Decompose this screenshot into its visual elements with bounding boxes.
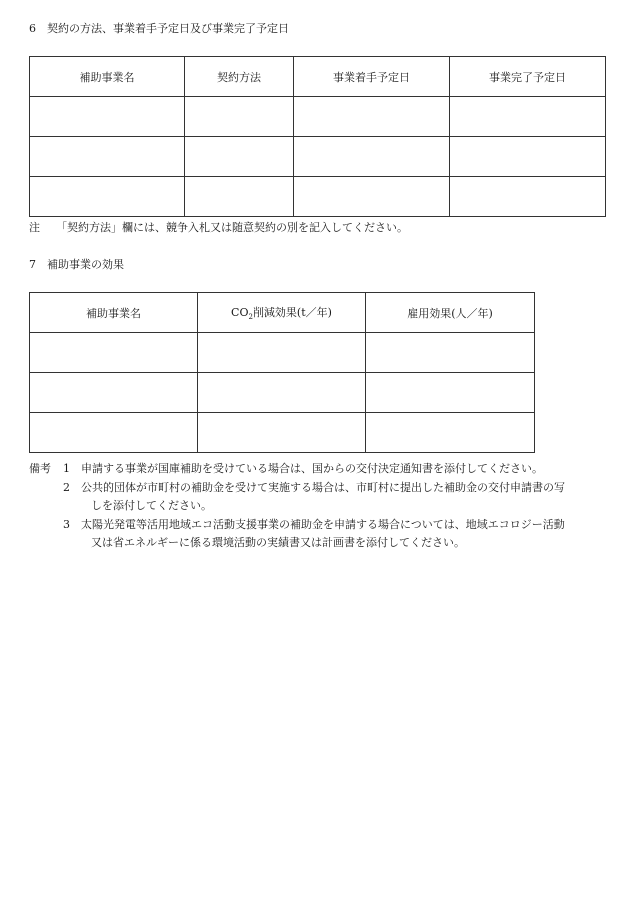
cell-completion-date[interactable] (450, 97, 606, 137)
cell-employment-effect[interactable] (366, 333, 535, 373)
remark-text: 公共的団体が市町村の補助金を受けて実施する場合は、市町村に提出した補助金の交付申請書の写 (81, 480, 565, 494)
cell-co2-reduction[interactable] (198, 333, 366, 373)
section-6-title: 契約の方法、事業着手予定日及び事業完了予定日 (47, 22, 289, 35)
header-completion-date: 事業完了予定日 (450, 57, 606, 97)
table-row (30, 413, 535, 453)
cell-co2-reduction[interactable] (198, 413, 366, 453)
cell-start-date[interactable] (294, 97, 450, 137)
cell-contract-method[interactable] (185, 97, 294, 137)
cell-employment-effect[interactable] (366, 413, 535, 453)
cell-completion-date[interactable] (450, 137, 606, 177)
cell-project-name[interactable] (30, 97, 185, 137)
table-row (30, 137, 606, 177)
table-row (30, 373, 535, 413)
cell-project-name[interactable] (30, 373, 198, 413)
remark-item (29, 479, 609, 516)
contract-method-note (29, 219, 408, 235)
section-7-title: 補助事業の効果 (47, 258, 124, 271)
cell-contract-method[interactable] (185, 137, 294, 177)
cell-project-name[interactable] (30, 333, 198, 373)
cell-employment-effect[interactable] (366, 373, 535, 413)
remark-number: 1 (63, 462, 70, 475)
note-label: 注 (29, 221, 40, 234)
section-6-number: 6 (29, 22, 36, 35)
table-header-row (30, 57, 606, 97)
project-effects-table (29, 292, 535, 453)
header-employment-effect: 雇用効果(人／年) (366, 293, 535, 333)
cell-start-date[interactable] (294, 177, 450, 217)
table-row (30, 97, 606, 137)
cell-completion-date[interactable] (450, 177, 606, 217)
note-text: 「契約方法」欄には、競争入札又は随意契約の別を記入してください。 (56, 221, 408, 234)
header-co2-reduction: $CO_2$削減効果(t／年) (198, 293, 366, 333)
remark-item (29, 516, 609, 553)
remarks-section (29, 460, 609, 553)
section-7-number: 7 (29, 258, 36, 271)
cell-project-name[interactable] (30, 413, 198, 453)
cell-co2-reduction[interactable] (198, 373, 366, 413)
cell-start-date[interactable] (294, 137, 450, 177)
header-project-name: 補助事業名 (30, 293, 198, 333)
remark-text-continuation: しを添付してください。 (91, 499, 212, 512)
contract-schedule-table (29, 56, 606, 217)
remark-text-continuation: 又は省エネルギーに係る環境活動の実績書又は計画書を添付してください。 (91, 536, 465, 549)
table-row (30, 177, 606, 217)
header-contract-method: 契約方法 (185, 57, 294, 97)
table-header-row (30, 293, 535, 333)
cell-project-name[interactable] (30, 137, 185, 177)
header-start-date: 事業着手予定日 (294, 57, 450, 97)
section-6-heading (29, 20, 289, 36)
remarks-label: 備考 (29, 462, 51, 475)
remark-text: 太陽光発電等活用地域エコ活動支援事業の補助金を申請する場合については、地域エコロジー活動 (81, 517, 565, 531)
header-project-name: 補助事業名 (30, 57, 185, 97)
remark-number: 2 (63, 480, 70, 494)
cell-project-name[interactable] (30, 177, 185, 217)
section-7-heading (29, 256, 124, 272)
cell-contract-method[interactable] (185, 177, 294, 217)
table-row (30, 333, 535, 373)
remark-item (29, 460, 609, 479)
remark-text: 申請する事業が国庫補助を受けている場合は、国からの交付決定通知書を添付してください。 (81, 462, 543, 475)
remark-number: 3 (63, 517, 70, 531)
